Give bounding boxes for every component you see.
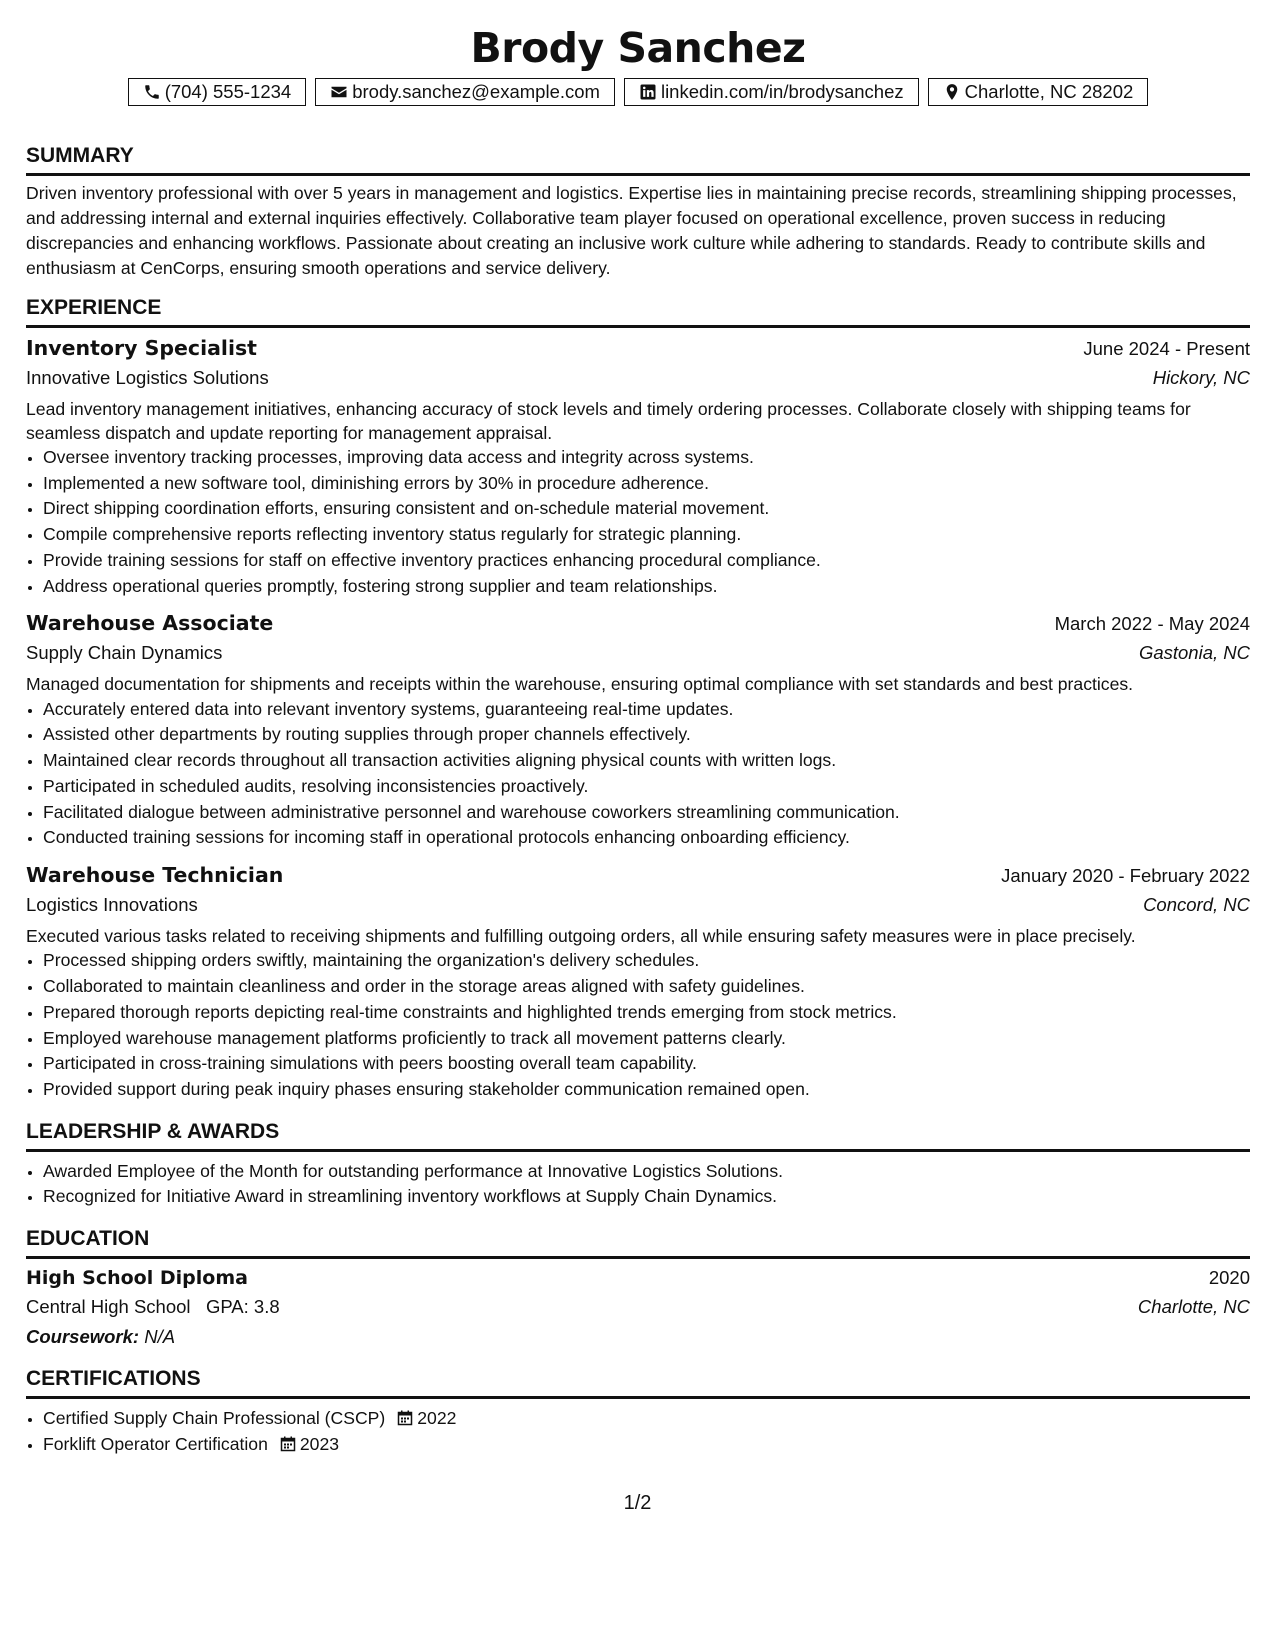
list-item: • Compile comprehensive reports reflecting inventory status regularly for strategic planning. (43, 522, 1250, 548)
list-item: • Oversee inventory tracking processes, improving data access and integrity across systems. (43, 445, 1250, 471)
section-title-experience: EXPERIENCE (26, 295, 1250, 328)
job-entry (26, 609, 1250, 851)
list-item: • Provided support during peak inquiry phases ensuring stakeholder communication remained open. (43, 1077, 1250, 1103)
contact-phone[interactable] (128, 78, 307, 106)
job-title: Warehouse Associate (26, 611, 274, 636)
job-title: Inventory Specialist (26, 336, 257, 360)
graduation-year: 2020 (1208, 1267, 1250, 1289)
list-item: • Maintained clear records throughout all transaction activities aligning physical counts with written logs. (43, 748, 1250, 774)
map-marker-icon (943, 83, 961, 101)
school-location: Charlotte, NC (1137, 1296, 1250, 1318)
job-description: Lead inventory management initiatives, enhancing accuracy of stock levels and timely ordering processes. Collaborate closely with shipping teams for seamless dispatch and update reporting for management appraisal. (26, 399, 1191, 443)
linkedin-icon (639, 83, 657, 101)
job-entry (26, 334, 1250, 599)
list-item: • Participated in cross-training simulations with peers boosting overall team capability. (43, 1051, 1250, 1077)
job-bullets (26, 697, 1250, 851)
summary-text: Driven inventory professional with over 5 years in management and logistics. Expertise lies in maintaining precise records, streamlining shipping processes, and addressing internal and external inquiries effectively. Collaborative team player focused on operational excellence, proven success in reducing discrepancies and enhancing workflows. Passionate about creating an inclusive work culture while adhering to standards. Ready to contribute skills and enthusiasm at CenCorps, ensuring smooth operations and service delivery. (26, 183, 1237, 278)
job-date: March 2022 - May 2024 (1054, 613, 1250, 635)
list-item: • Employed warehouse management platforms proficiently to track all movement patterns clearly. (43, 1026, 1250, 1052)
list-item: • Implemented a new software tool, diminishing errors by 30% in procedure adherence. (43, 471, 1250, 497)
list-item: • Provide training sessions for staff on effective inventory practices enhancing procedural compliance. (43, 548, 1250, 574)
list-item: • Collaborated to maintain cleanliness and order in the storage areas aligned with safety guidelines. (43, 974, 1250, 1000)
job-company: Logistics Innovations (26, 893, 198, 915)
contact-linkedin[interactable] (624, 78, 919, 106)
certifications-section (26, 1366, 1250, 1457)
contact-email[interactable] (315, 78, 615, 106)
calendar-icon (280, 1436, 296, 1452)
job-location: Hickory, NC (1152, 367, 1250, 388)
job-company: Innovative Logistics Solutions (26, 367, 269, 388)
resume-page (26, 0, 1250, 1457)
list-item: • Conducted training sessions for incoming staff in operational protocols enhancing onboarding efficiency. (43, 825, 1250, 851)
job-title: Warehouse Technician (26, 862, 284, 887)
job-date: January 2020 - February 2022 (1001, 864, 1250, 886)
contact-phone-text: (704) 555-1234 (164, 81, 292, 102)
list-item: • Accurately entered data into relevant inventory systems, guaranteeing real-time updates. (43, 697, 1250, 723)
contact-linkedin-text: linkedin.com/in/brodysanchez (660, 81, 904, 102)
contact-bar (26, 78, 1250, 106)
contact-location-text: Charlotte, NC 28202 (964, 81, 1134, 102)
list-item: • Prepared thorough reports depicting real-time constraints and highlighted trends emerging from stock metrics. (43, 1000, 1250, 1026)
job-bullets (26, 948, 1250, 1102)
job-location: Gastonia, NC (1138, 642, 1250, 664)
list-item (43, 1432, 1250, 1458)
school-name: Central High School (26, 1296, 191, 1318)
degree-title: High School Diploma (26, 1267, 248, 1290)
leadership-list (26, 1159, 1250, 1210)
school-gpa: GPA: 3.8 (205, 1296, 280, 1318)
list-item: • Direct shipping coordination efforts, ensuring consistent and on-schedule material movement. (43, 496, 1250, 522)
list-item: • Facilitated dialogue between administrative personnel and warehouse coworkers streamlining communication. (43, 800, 1250, 826)
phone-icon (143, 83, 161, 101)
list-item: • Address operational queries promptly, fostering strong supplier and team relationships. (43, 574, 1250, 600)
envelope-icon (330, 83, 348, 101)
job-description: Managed documentation for shipments and receipts within the warehouse, ensuring optimal compliance with set standards and best practices. (26, 674, 1134, 695)
job-entry (26, 861, 1250, 1103)
coursework-value: N/A (144, 1326, 176, 1348)
contact-location (928, 78, 1149, 106)
certification-name: Forklift Operator Certification (43, 1433, 268, 1454)
experience-section (26, 295, 1250, 1103)
list-item: • Awarded Employee of the Month for outstanding performance at Innovative Logistics Solutions. (43, 1159, 1250, 1185)
contact-email-text: brody.sanchez@example.com (352, 81, 600, 102)
certifications-list (26, 1406, 1250, 1457)
job-description: Executed various tasks related to receiving shipments and fulfilling outgoing orders, all while ensuring safety measures were in place precisely. (26, 925, 1136, 946)
coursework (26, 1322, 1250, 1352)
certification-year: 2023 (299, 1433, 340, 1454)
calendar-icon (397, 1410, 413, 1426)
school-info (26, 1292, 280, 1322)
section-title-education: EDUCATION (26, 1226, 1250, 1259)
certification-name: Certified Supply Chain Professional (CSCP) (43, 1408, 386, 1429)
job-bullets (26, 445, 1250, 599)
leadership-section (26, 1119, 1250, 1210)
page-number: 1/2 (623, 1492, 652, 1514)
summary-section (26, 143, 1250, 281)
section-title-certifications: CERTIFICATIONS (26, 1366, 1250, 1399)
job-company: Supply Chain Dynamics (26, 642, 223, 664)
list-item: • Processed shipping orders swiftly, maintaining the organization's delivery schedules. (43, 948, 1250, 974)
section-title-leadership: LEADERSHIP & AWARDS (26, 1119, 1250, 1152)
list-item: • Recognized for Initiative Award in streamlining inventory workflows at Supply Chain Dynamics. (43, 1184, 1250, 1210)
coursework-label: Coursework: (26, 1326, 140, 1348)
section-title-summary: SUMMARY (26, 143, 1250, 176)
job-date: June 2024 - Present (1083, 338, 1250, 359)
job-location: Concord, NC (1143, 893, 1250, 915)
list-item: • Assisted other departments by routing supplies through proper channels effectively. (43, 722, 1250, 748)
list-item (43, 1406, 1250, 1432)
list-item: • Participated in scheduled audits, resolving inconsistencies proactively. (43, 774, 1250, 800)
certification-year: 2022 (417, 1408, 457, 1429)
candidate-name: Brody Sanchez (470, 24, 806, 72)
education-section (26, 1226, 1250, 1352)
